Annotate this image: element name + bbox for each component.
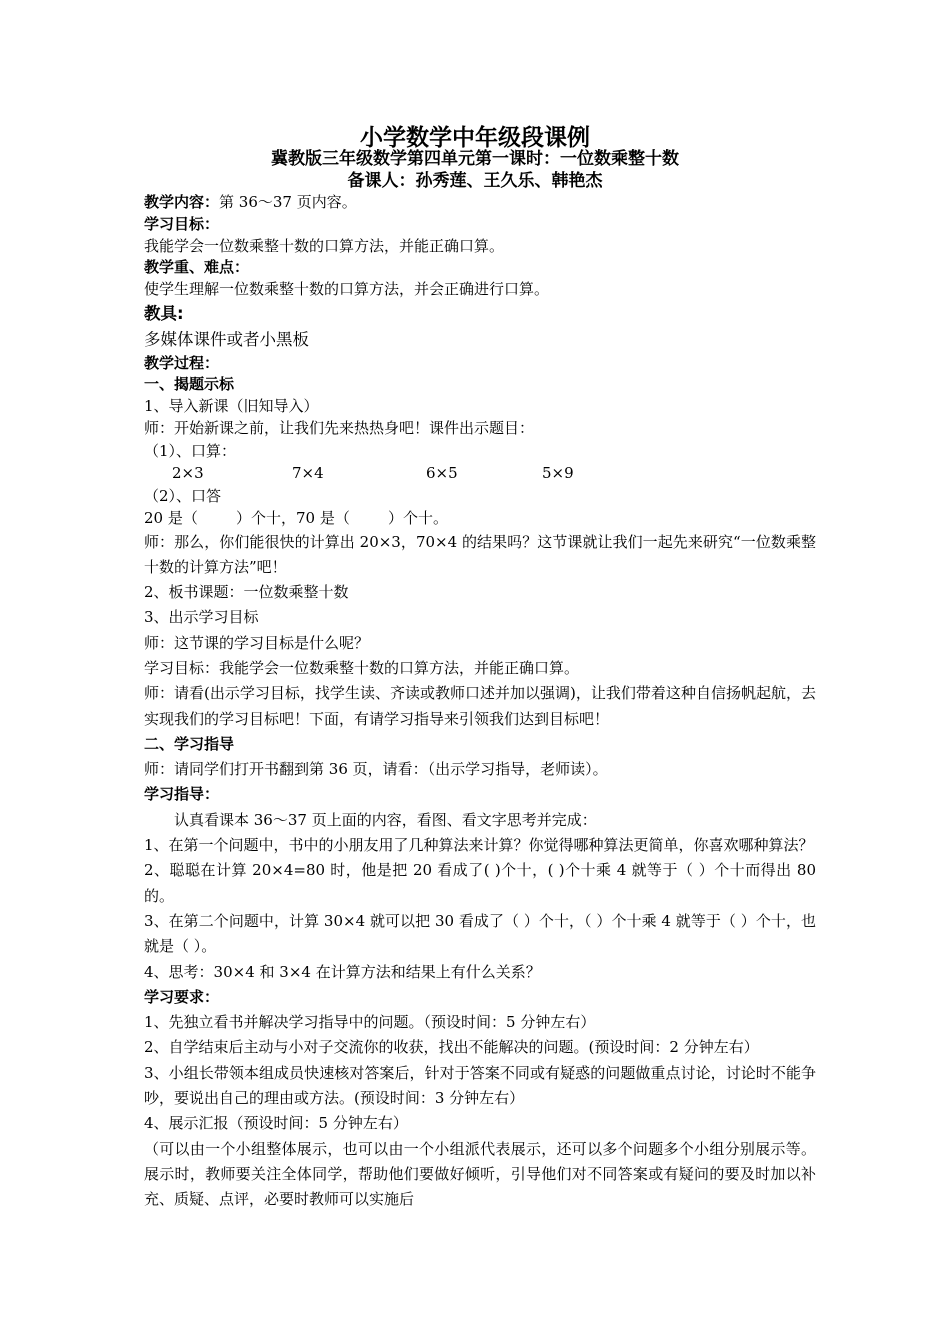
requirement-item: 3、小组长带领本组成员快速核对答案后，针对于答案不同或有疑惑的问题做重点讨论，讨论时不能争吵，要说出自己的理由或方法。(预设时间：3 分钟左右） — [144, 1063, 816, 1108]
teacher-please: 师：请看(出示学习目标，找学生读、齐读或教师口述并加以强调)，让我们带着这种自信扬帆起航，去实现我们的学习目标吧！下面，有请学习指导来引领我们达到目标吧！ — [144, 684, 816, 728]
document-body — [144, 191, 816, 1213]
teacher-open-book: 师：请同学们打开书翻到第 36 页，请看：（出示学习指导，老师读）。 — [144, 760, 608, 779]
guide-item: 3、在第二个问题中，计算 30×4 就可以把 30 看成了（ ）个十，（ ）个十乘 4 就等于（ ）个十，也就是（ ）。 — [144, 911, 816, 956]
learning-goal-heading: 学习目标： — [144, 214, 220, 233]
teaching-process-heading: 教学过程： — [144, 353, 220, 372]
teaching-content-label: 教学内容： — [144, 193, 220, 211]
board-title: 2、板书课题：一位数乘整十数 — [144, 583, 349, 602]
requirements-heading: 学习要求： — [144, 987, 220, 1006]
teacher-warmup: 师：开始新课之前，让我们先来热热身吧！课件出示题目： — [144, 419, 535, 437]
teaching-content — [144, 191, 816, 214]
intro-label: 1、导入新课（旧知导入） — [144, 396, 319, 415]
guide-heading: 学习指导： — [144, 785, 220, 804]
requirement-item: 2、自学结束后主动与小对子交流你的收获，找出不能解决的问题。(预设时间：2 分钟左右） — [144, 1038, 759, 1057]
document-title: 小学数学中年级段课例 — [360, 125, 590, 151]
section2-heading: 二、学习指导 — [144, 734, 235, 753]
teaching-tools-text: 多媒体课件或者小黑板 — [144, 329, 309, 349]
question2-text: 20 是（ ）个十，70 是（ ）个十。 — [144, 509, 449, 527]
mental-math-item: 2×3 — [172, 464, 204, 482]
key-points-heading: 教学重、难点： — [144, 258, 250, 276]
guide-item: 1、在第一个问题中，书中的小朋友用了几种算法来计算？你觉得哪种算法更简单，你喜欢哪种算法？ — [144, 836, 814, 855]
question1-label: （1）、口算： — [144, 441, 237, 460]
learning-goal-text: 我能学会一位数乘整十数的口算方法，并能正确口算。 — [144, 236, 505, 255]
lesson-author: 备课人：孙秀莲、王久乐、韩艳杰 — [347, 171, 603, 191]
mental-math-item: 5×9 — [542, 464, 574, 482]
requirement-item: 1、先独立看书并解决学习指导中的问题。（预设时间：5 分钟左右） — [144, 1013, 596, 1032]
show-goal: 3、出示学习目标 — [144, 608, 259, 627]
key-points-text: 使学生理解一位数乘整十数的口算方法，并会正确进行口算。 — [144, 280, 550, 298]
requirement-item: （可以由一个小组整体展示，也可以由一个小组派代表展示，还可以多个问题多个小组分别展示等。展示时，教师要关注全体同学，帮助他们要做好倾听，引导他们对不同答案或有疑问的要及时加以补充、质疑、点评，必要时教师可以实施后 — [144, 1139, 816, 1209]
question2-label: （2）、口答 — [144, 486, 222, 505]
teacher-goal-question: 师：这节课的学习目标是什么呢？ — [144, 633, 370, 652]
teaching-content-text: 第 36～37 页内容。 — [219, 193, 357, 211]
mental-math-item: 6×5 — [426, 464, 458, 482]
requirement-item: 4、展示汇报（预设时间：5 分钟左右） — [144, 1114, 408, 1133]
guide-item: 2、聪聪在计算 20×4=80 时，他是把 20 看成了( )个十，( )个十乘 4 就等于（ ）个十而得出 80 的。 — [144, 861, 816, 905]
document-subtitle: 冀教版三年级数学第四单元第一课时：一位数乘整十数 — [271, 149, 679, 169]
guide-item: 4、思考：30×4 和 3×4 在计算方法和结果上有什么关系？ — [144, 962, 541, 981]
teacher-question: 师：那么，你们能很快的计算出 20×3，70×4 的结果吗？这节课就让我们一起先来研究“一位数乘整十数的计算方法”吧！ — [144, 532, 816, 576]
section1-heading: 一、揭题示标 — [144, 374, 235, 393]
mental-math-row — [144, 462, 816, 485]
teaching-tools-heading: 教具: — [144, 303, 184, 323]
goal-restate: 学习目标：我能学会一位数乘整十数的口算方法，并能正确口算。 — [144, 658, 580, 677]
mental-math-item: 7×4 — [292, 464, 324, 482]
guide-intro: 认真看课本 36～37 页上面的内容，看图、看文字思考并完成： — [174, 810, 597, 829]
